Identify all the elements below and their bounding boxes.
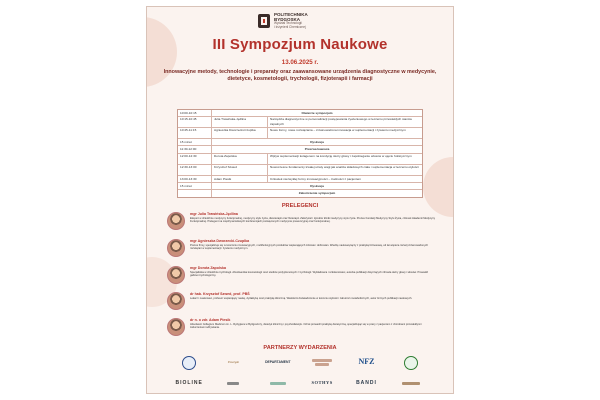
program-row <box>178 146 422 153</box>
program-item: Dyskusja <box>310 140 324 145</box>
partners-heading: PARTNERZY WYDARZENIA <box>263 345 337 351</box>
program-time: 15 minut <box>178 139 212 145</box>
program-item: Nowoczesne fundamenty trwałej utraty wagi jak analiza składowych ciała i suplementacja w leczeniu otyłości <box>270 164 419 169</box>
swirl-logo <box>258 374 298 393</box>
event-poster <box>146 6 454 394</box>
university-crest-icon <box>257 13 271 29</box>
program-speaker: Krzysztof Szwed <box>212 165 268 175</box>
speaker-bio: Specjalistka w dziedzinie trychologii. Absolwentka kosmetologii oraz studiów podyplomowych z trychologii. Wykładowca i szkoleniowiec, autorka publikacji dotyczących zdrowia skóry głowy i włosów. Prowadzi gabinet trychologiczny. <box>190 271 429 278</box>
speaker-bio: Lekarz i naukowiec, profesor wspierający naukę, dydaktykę oraz praktykę kliniczną. Wieloletni doświadczenie w leczeniu otyłości i zaburzeń metabolicznych, autor licznych publikacji naukowych. <box>190 297 413 300</box>
event-subtitle: Innowacyjne metody, technologie i preparaty oraz zaawansowane urządzenia diagnostyczne w medycynie, dietetyce, kosmetologii, trychologii, fizjoterapii i farmacji <box>163 69 437 83</box>
program-item: Zakończenie sympozjum <box>298 190 336 195</box>
logo-line1: POLITECHNIKA <box>274 12 308 18</box>
speaker-card <box>167 239 437 257</box>
leaf-logo <box>302 353 342 372</box>
program-speaker: Julia Trawińska-Jędlina <box>212 117 268 127</box>
program-time: 12:00-12:30 <box>178 154 212 164</box>
program-time: 13:00-13:30 <box>178 176 212 182</box>
program-row <box>178 154 422 165</box>
program-row <box>178 176 422 183</box>
logo-line4: i Inżynierii Chemicznej <box>274 24 306 29</box>
sothys-logo: SOTHYS <box>311 380 333 386</box>
program-row <box>178 165 422 176</box>
speaker-name: mgr Julia Trawińska-Jędlina <box>190 212 238 216</box>
program-time <box>178 190 212 197</box>
speaker-bio: Prezes firmy, specjalizuje się w tworzeniu innowacyjnych, multifunkcyjnych produktów wspierających zdrowie i dobrostan. Wiedzę naukową łączy z praktyką biznesową, od lat wspiera rozwój zrównoważonych rozwiązań w suplementacji i żywieniu medycznym. <box>190 244 429 251</box>
program-time: 15 minut <box>178 183 212 189</box>
speaker-card <box>167 292 437 310</box>
program-time: 11:30-12:00 <box>178 146 212 152</box>
program-item: Człowiek niezwykłej formy innowacyjności – trudności z pacjentem <box>270 176 362 181</box>
speaker-card <box>167 212 437 230</box>
avatar <box>167 318 185 336</box>
speaker-name: mgr Dorota Zapolska <box>190 266 226 270</box>
bioline-logo: BIOLINE <box>175 379 203 386</box>
event-date: 13.06.2025 r. <box>281 59 319 66</box>
program-time: 12:30-13:00 <box>178 165 212 175</box>
partners-logos <box>169 353 431 393</box>
script-logo: Energie <box>227 359 240 364</box>
program-table <box>177 109 423 198</box>
avatar <box>167 292 185 310</box>
program-row <box>178 183 422 190</box>
program-speaker: Agnieszka Dworzecki-Czuplka <box>212 128 268 138</box>
program-time: 10:00-10:15 <box>178 110 212 116</box>
program-speaker: Adam Piesik <box>212 176 268 182</box>
poster-title: III Sympozjum Naukowe <box>212 36 388 53</box>
program-item: Narzędzia diagnostyczne w personalizacji postępowania żywieniowego w leczeniu przewlekłych stanów zapalnych <box>270 117 412 127</box>
speaker-name: mgr Agnieszka Dworzecki-Czuplka <box>190 239 250 243</box>
program-speaker: Dorota Zapolska <box>212 154 268 164</box>
speaker-bio: Ekspert w dziedzinie medycyny funkcjonalnej, medycyny stylu życia, dietoterapii oraz fitoterapii. Założyciel i dyrektor kliniki medycyny stylu życia. Prezes Fundacji Medycyny Stylu Życia, członek Akademii Medycyny Funkcjonalnej. Prelegent na międzynarodowych konferencjach poświęconych medycynie prewencyjnej oraz funkcjonalnej. <box>190 217 436 224</box>
speaker-card <box>167 318 437 336</box>
program-item: Otwarcie sympozjum <box>301 111 333 115</box>
program-item: Wpływ suplementacji kolagenem na kondycję skóry głowy i zapobieganie włosów w ujęciu holistycznym <box>270 153 412 158</box>
logo-line3: Wydział Technologii <box>274 21 302 26</box>
speaker-card <box>167 266 437 284</box>
program-time: 10:45-11:15 <box>178 128 212 138</box>
nfz-logo: NFZ <box>358 357 375 367</box>
program-row <box>178 117 422 128</box>
green-seal-icon <box>391 353 431 372</box>
speaker-name: dr hab. Krzysztof Szwed, prof. PBŚ <box>190 292 250 296</box>
speakers-heading: PRELEGENCI <box>281 203 319 209</box>
seal-icon <box>169 353 209 372</box>
program-row <box>178 128 422 139</box>
mono-logo <box>213 374 253 393</box>
university-logo <box>257 13 308 29</box>
program-row <box>178 110 422 117</box>
program-item: Nowe formy, nowe rozwiązania – zrównoważona innowacja w suplementacji i żywieniu medycznym <box>270 128 406 133</box>
program-item: Przerwa kawowa <box>304 147 330 152</box>
speaker-name: dr n. o zdr. Adam Piesik <box>190 318 231 322</box>
avatar <box>167 266 185 284</box>
avatar <box>167 239 185 257</box>
logo-line2: BYDGOSKA <box>274 16 301 22</box>
program-item: Dyskusja <box>310 183 324 188</box>
script-logo-2 <box>391 374 431 393</box>
bandi-logo: BANDI <box>356 379 377 386</box>
program-row <box>178 139 422 146</box>
program-time: 10:15-10:45 <box>178 117 212 127</box>
speaker-bio: Absolwent Collegium Medicum im. L. Rydygiera w Bydgoszczy, dietetyk kliniczny i psychodietetyk. Od lat prowadzi praktykę dietetyczną, specjalizując się w pracy z pacjentem z chorobami przewlekłymi i zaburzeniami odżywiania. <box>190 323 423 330</box>
text-logo: DEPARTAMENT <box>265 359 291 364</box>
program-row <box>178 190 422 197</box>
avatar <box>167 212 185 230</box>
